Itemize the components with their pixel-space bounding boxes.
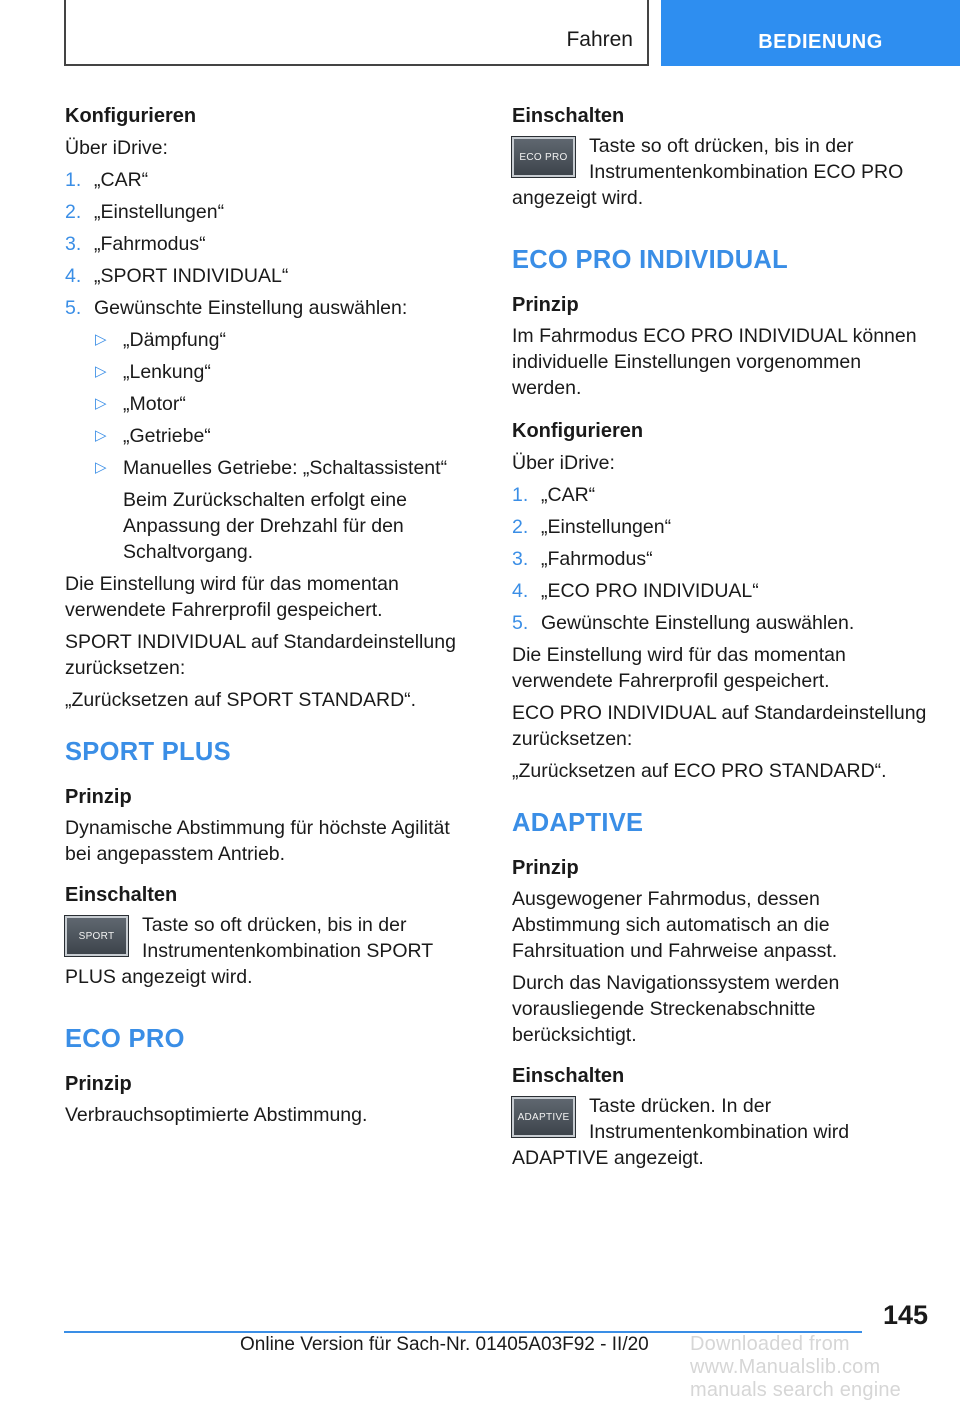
eco-individual-prinzip-text: Im Fahrmodus ECO PRO INDIVIDUAL können individuelle Einstellungen vorgenommen werden. <box>512 325 917 399</box>
right-column <box>512 102 932 1171</box>
list-item: ▷ „Lenkung“ <box>95 361 211 383</box>
sport-plus-einschalten-block <box>65 912 479 990</box>
triangle-bullet-icon: ▷ <box>95 331 107 348</box>
downshift-note: Beim Zurückschalten erfolgt eine Anpassung der Drehzahl für den Schaltvorgang. <box>123 489 407 563</box>
eco-pro-heading: ECO PRO <box>65 1025 185 1053</box>
adaptive-prinzip-heading: Prinzip <box>512 857 579 879</box>
header-chapter-tab: BEDIENUNG <box>661 0 960 66</box>
list-item: ▷ „Motor“ <box>95 393 186 415</box>
list-item: ▷ „Dämpfung“ <box>95 329 226 351</box>
sport-plus-prinzip-heading: Prinzip <box>65 786 132 808</box>
eco-pro-button-icon: ECO PRO <box>512 137 575 177</box>
adaptive-einschalten-text: Taste drücken. In der Instrumentenkombination wird ADAPTIVE angezeigt. <box>512 1095 850 1169</box>
reset-intro: SPORT INDIVIDUAL auf Standardeinstellung zurücksetzen: <box>65 631 456 679</box>
sport-plus-einschalten-heading: Einschalten <box>65 884 178 906</box>
triangle-bullet-icon: ▷ <box>95 459 107 476</box>
list-item: 4. „ECO PRO INDIVIDUAL“ <box>512 580 759 602</box>
idrive-intro: Über iDrive: <box>65 137 168 159</box>
eco-pro-individual-heading: ECO PRO INDIVIDUAL <box>512 246 789 274</box>
eco-individual-konf-heading: Konfigurieren <box>512 420 644 442</box>
page-number: 145 <box>882 1300 928 1330</box>
eco-individual-reset-intro: ECO PRO INDIVIDUAL auf Standardeinstellung zurücksetzen: <box>512 702 927 750</box>
konfigurieren-heading: Konfigurieren <box>65 105 197 127</box>
list-item: 2. „Einstellungen“ <box>512 516 672 538</box>
list-item: 5. Gewünschte Einstellung auswählen: <box>65 297 408 319</box>
sport-individual-steps <box>65 167 479 321</box>
list-item: 4. „SPORT INDIVIDUAL“ <box>65 265 289 287</box>
left-column <box>65 102 479 1128</box>
eco-individual-prinzip-heading: Prinzip <box>512 294 579 316</box>
sport-plus-heading: SPORT PLUS <box>65 738 231 766</box>
list-item: 3. „Fahrmodus“ <box>512 548 653 570</box>
online-version-text: Online Version für Sach-Nr. 01405A03F92 - II/20 <box>240 1334 649 1355</box>
eco-individual-reset-value: „Zurücksetzen auf ECO PRO STANDARD“. <box>512 760 887 782</box>
adaptive-einschalten-block <box>512 1093 932 1171</box>
triangle-bullet-icon: ▷ <box>95 363 107 380</box>
list-item: 5. Gewünschte Einstellung auswählen. <box>512 612 855 634</box>
reset-value: „Zurücksetzen auf SPORT STANDARD“. <box>65 689 417 711</box>
list-item: 1. „CAR“ <box>65 169 149 191</box>
list-item: 1. „CAR“ <box>512 484 596 506</box>
adaptive-button-icon: ADAPTIVE <box>512 1097 575 1137</box>
eco-pro-prinzip-text: Verbrauchsoptimierte Abstimmung. <box>65 1104 368 1126</box>
eco-individual-idrive-intro: Über iDrive: <box>512 452 615 474</box>
adaptive-navigation-text: Durch das Navigationssystem werden vorausliegende Streckenabschnitte berücksichtigt. <box>512 972 840 1046</box>
watermark-text: Downloaded from www.Manualslib.com manuals search engine <box>690 1333 901 1401</box>
adaptive-heading: ADAPTIVE <box>512 809 644 837</box>
setting-options-list <box>65 327 479 481</box>
eco-individual-saved-note: Die Einstellung wird für das momentan verwendete Fahrerprofil gespeichert. <box>512 644 846 692</box>
adaptive-einschalten-heading: Einschalten <box>512 1065 625 1087</box>
eco-pro-einschalten-heading: Einschalten <box>512 105 625 127</box>
triangle-bullet-icon: ▷ <box>95 427 107 444</box>
sport-button-icon: SPORT <box>65 916 128 956</box>
eco-pro-einschalten-block <box>512 133 932 211</box>
list-item: ▷ Manuelles Getriebe: „Schaltassistent“ <box>95 457 448 479</box>
list-item: 3. „Fahrmodus“ <box>65 233 206 255</box>
eco-pro-einschalten-text: Taste so oft drücken, bis in der Instrumentenkombination ECO PRO angezeigt wird. <box>512 135 904 209</box>
header-section-box <box>64 0 649 66</box>
list-item: 2. „Einstellungen“ <box>65 201 225 223</box>
eco-pro-prinzip-heading: Prinzip <box>65 1073 132 1095</box>
adaptive-prinzip-text: Ausgewogener Fahrmodus, dessen Abstimmung sich automatisch an die Fahrsituation und Fahrweise anpasst. <box>512 888 838 962</box>
triangle-bullet-icon: ▷ <box>95 395 107 412</box>
sport-plus-prinzip-text: Dynamische Abstimmung für höchste Agilität bei angepasstem Antrieb. <box>65 817 450 865</box>
eco-individual-steps <box>512 482 932 636</box>
header-section-title: Fahren <box>566 28 633 51</box>
saved-profile-note: Die Einstellung wird für das momentan verwendete Fahrerprofil gespeichert. <box>65 573 399 621</box>
sport-plus-einschalten-text: Taste so oft drücken, bis in der Instrumentenkombination SPORT PLUS angezeigt wird. <box>65 914 433 988</box>
list-item: ▷ „Getriebe“ <box>95 425 211 447</box>
